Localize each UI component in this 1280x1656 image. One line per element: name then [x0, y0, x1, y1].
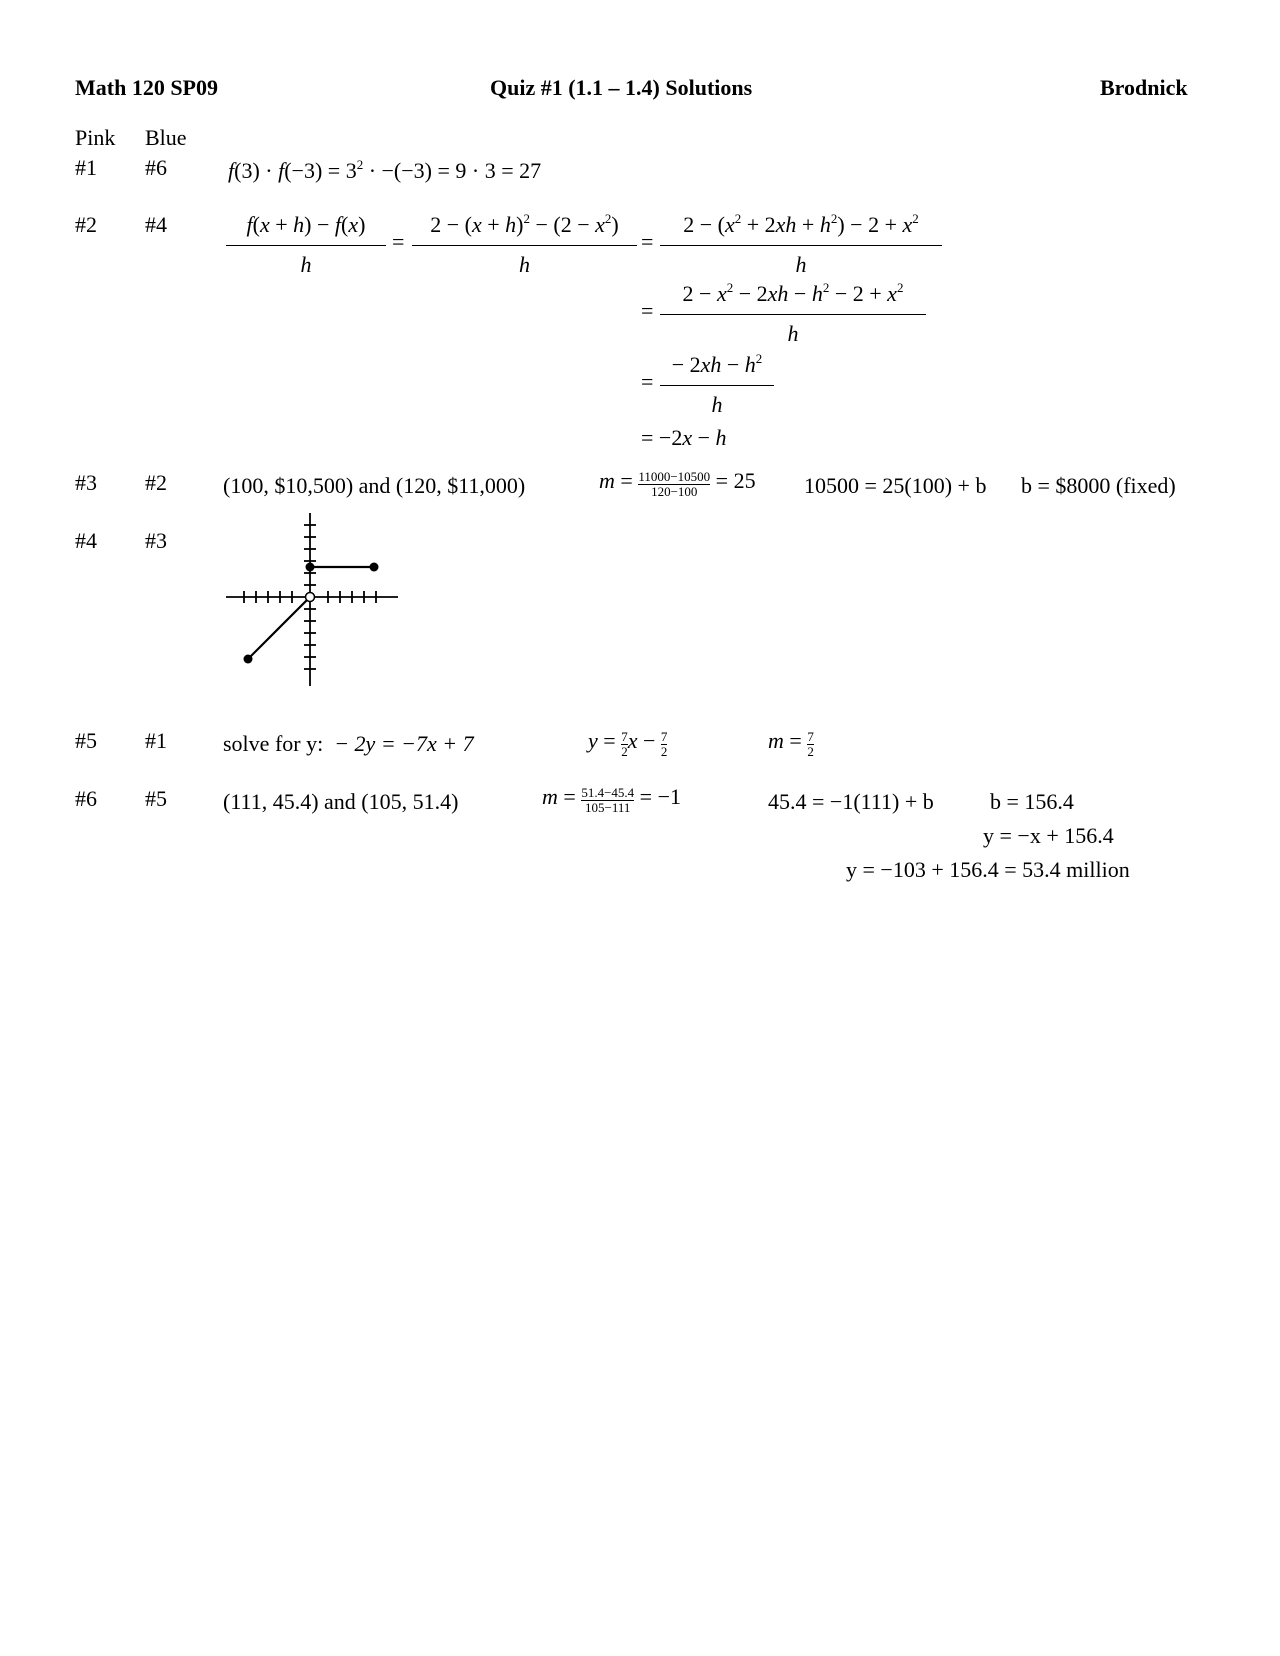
pink-number-5: #5 [75, 728, 97, 753]
p2-step4-numerator: − $2xh - h^2$ [671, 351, 763, 377]
p2-equals-3: = [641, 298, 654, 323]
closed-endpoint-y-axis [306, 563, 315, 572]
p2-dq-fraction-bar [226, 245, 386, 246]
p6-intercept-equation: 45.4 = −1(111) + b [768, 789, 934, 814]
p5-slope-intercept-form: y = $\frac{7}{2}$ x − $\frac{7}{2}$ [588, 728, 668, 759]
p2-equals-4: = [641, 369, 654, 394]
p2-step3-denominator: h [787, 321, 799, 346]
blue-number-2: #4 [145, 212, 167, 237]
p6-b-value: b = 156.4 [990, 789, 1074, 814]
blue-number-3: #2 [145, 470, 167, 495]
p2-final-answer: = −2x − h [641, 425, 727, 450]
p2-step4-denominator: h [711, 392, 723, 417]
p4-piecewise-graph [218, 508, 408, 690]
p2-dq-numerator: f(x + h) − f(x) [246, 212, 366, 237]
p2-equals-1: = [392, 229, 405, 254]
p3-answer: b = $8000 (fixed) [1021, 473, 1176, 498]
diagonal-segment [248, 597, 310, 659]
blue-number-1: #6 [145, 155, 167, 180]
p3-slope-result: = 25 [715, 468, 756, 493]
blue-number-6: #5 [145, 786, 167, 811]
p6-slope-result: = −1 [639, 784, 681, 809]
p3-intercept-equation: 10500 = 25(100) + b [804, 473, 987, 498]
p6-slope-denominator: 105−111 [581, 800, 634, 815]
blue-column-label: Blue [145, 125, 187, 150]
pink-number-6: #6 [75, 786, 97, 811]
pink-number-3: #3 [75, 470, 97, 495]
pink-number-4: #4 [75, 528, 97, 553]
p2-step2-fraction-bar [660, 245, 942, 246]
p3-slope-fraction [638, 470, 710, 498]
pink-column-label: Pink [75, 125, 116, 150]
p6-slope-numerator: 51.4−45.4 [581, 785, 635, 801]
closed-endpoint-lower-left [244, 655, 253, 664]
p3-slope-denominator: 120−100 [638, 484, 710, 499]
p2-step1-numerator: $2 - (x + h)^2 - (2 - x^2)$ [430, 211, 619, 237]
course-title: Math 120 SP09 [75, 75, 218, 100]
p2-step3-numerator: $2 - x^2 - 2xh - h^2 - 2 + x^2$ [682, 280, 904, 306]
p6-line-equation: y = −x + 156.4 [983, 823, 1114, 848]
p2-step1-denominator: h [519, 252, 530, 277]
p2-step1-fraction-bar [412, 245, 637, 246]
p1-solution-equation: $f(3) \cdot f(-3) = 3^2 \cdot -(-3) = 9 \cdot 3 = 27$ [228, 157, 542, 183]
p6-final-answer: y = −103 + 156.4 = 53.4 million [846, 857, 1130, 882]
p2-step2-numerator: $2 - (x^2 + 2xh + h^2) - 2 + x^2$ [683, 211, 919, 237]
p6-slope-fraction [581, 786, 634, 814]
page-title: Quiz #1 (1.1 – 1.4) Solutions [490, 75, 753, 100]
p2-step3-fraction-bar [660, 314, 926, 315]
p5-solve-line [223, 733, 474, 755]
p2-dq-denominator: h [300, 252, 312, 277]
blue-number-4: #3 [145, 528, 167, 553]
p5-prefix: solve for y: [223, 731, 324, 756]
author-name: Brodnick [1100, 75, 1188, 100]
p6-points: (111, 45.4) and (105, 51.4) [223, 789, 459, 814]
p6-slope: m = $\frac{51.4-45.4}{105-111}$ = −1 [542, 784, 681, 815]
pink-number-1: #1 [75, 155, 97, 180]
pink-number-2: #2 [75, 212, 97, 237]
p2-equals-2: = [641, 229, 654, 254]
blue-number-5: #1 [145, 728, 167, 753]
p2-step2-denominator: h [795, 252, 807, 277]
closed-endpoint-right [370, 563, 379, 572]
p3-points: (100, $10,500) and (120, $11,000) [223, 473, 526, 498]
p3-slope: m = $\frac{11000-10500}{120-100}$ = 25 [599, 468, 756, 499]
p3-slope-numerator: 11000−10500 [638, 469, 711, 485]
p5-equation: − 2y = −7x + 7 [334, 731, 474, 756]
open-endpoint-origin [306, 593, 315, 602]
p5-slope: m = $\frac{7}{2}$ [768, 728, 814, 759]
p2-step4-fraction-bar [660, 385, 774, 386]
